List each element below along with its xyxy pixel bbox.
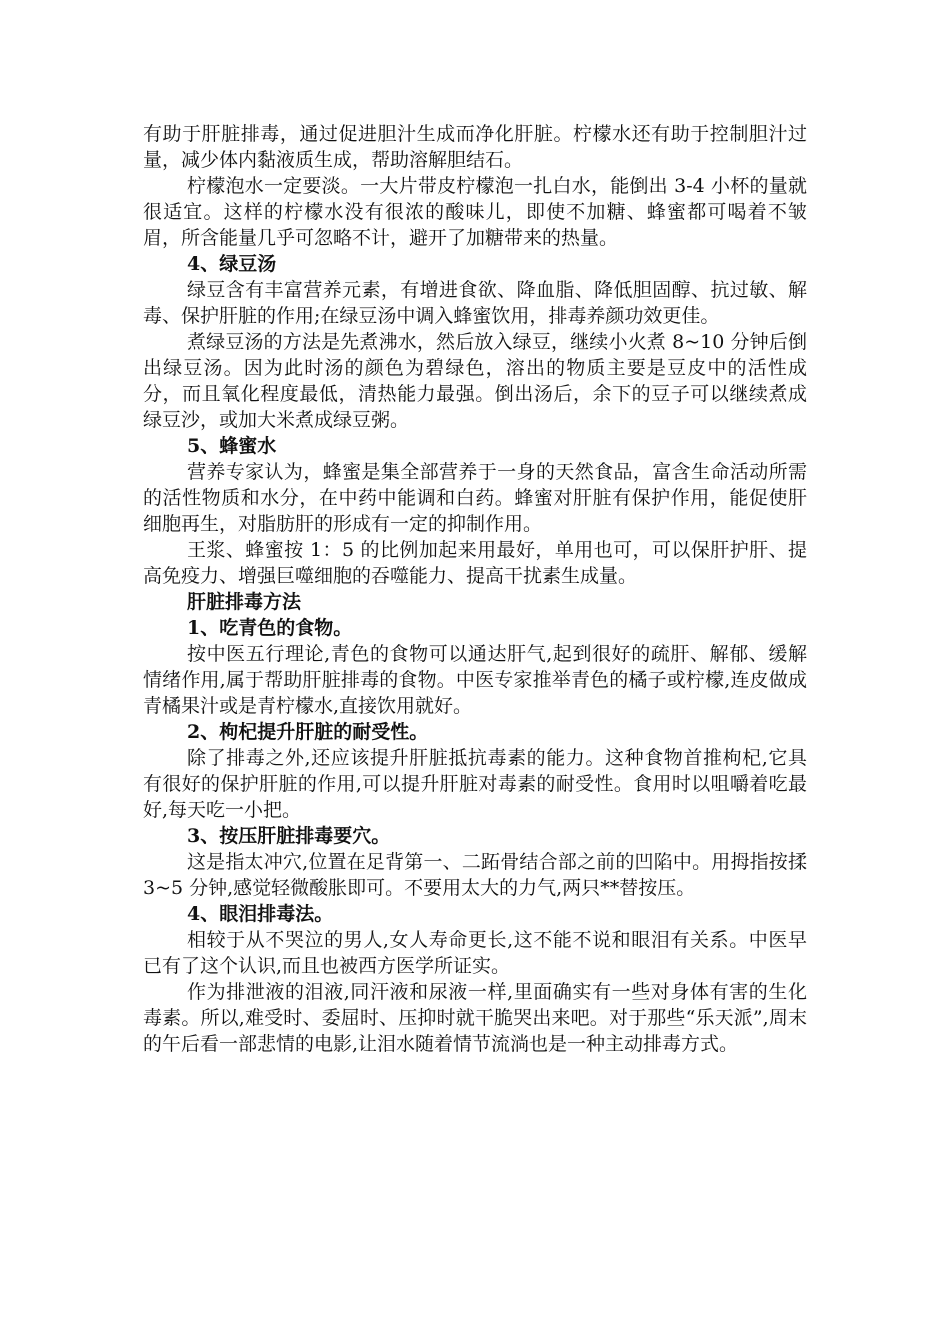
paragraph-goji-berry: 除了排毒之外,还应该提升肝脏抵抗毒素的能力。这种食物首推枸杞,它具有很好的保护肝脏的作用,可以提升肝脏对毒素的耐受性。食用时以咀嚼着吃最好,每天吃一小把。 [143, 747, 807, 821]
paragraph-lemon-water: 柠檬泡水一定要淡。一大片带皮柠檬泡一扎白水，能倒出 3-4 小杯的量就很适宜。这样的柠檬水没有很浓的酸味儿，即使不加糖、蜂蜜都可喝着不皱眉，所含能量几乎可忽略不计，避开了加糖带来的热量。 [143, 175, 807, 249]
paragraph-lemon-intro: 有助于肝脏排毒，通过促进胆汁生成而净化肝脏。柠檬水还有助于控制胆汁过量，减少体内黏液质生成，帮助溶解胆结石。 [143, 123, 807, 171]
paragraph-tears-toxins: 作为排泄液的泪液,同汗液和尿液一样,里面确实有一些对身体有害的生化毒素。所以,难受时、委屈时、压抑时就干脆哭出来吧。对于那些“乐天派”,周末的午后看一部悲情的电影,让泪水随着情节流淌也是一种主动排毒方式。 [143, 981, 807, 1055]
paragraph-honey-nutrition: 营养专家认为，蜂蜜是集全部营养于一身的天然食品，富含生命活动所需的活性物质和水分，在中药中能调和白药。蜂蜜对肝脏有保护作用，能促使肝细胞再生，对脂肪肝的形成有一定的抑制作用。 [143, 461, 807, 535]
paragraph-tears-lifespan: 相较于从不哭泣的男人,女人寿命更长,这不能不说和眼泪有关系。中医早已有了这个认识,而且也被西方医学所证实。 [143, 929, 807, 977]
heading-tears-detox: 4、眼泪排毒法。 [187, 903, 334, 925]
paragraph-royal-jelly: 王浆、蜂蜜按 1：5 的比例加起来用最好，单用也可，可以保肝护肝、提高免疫力、增强巨噬细胞的吞噬能力、提高干扰素生成量。 [143, 539, 807, 587]
paragraph-mung-bean-method: 煮绿豆汤的方法是先煮沸水，然后放入绿豆，继续小火煮 8~10 分钟后倒出绿豆汤。因为此时汤的颜色为碧绿色，溶出的物质主要是豆皮中的活性成分，而且氧化程度最低，清热能力最强。倒出汤后，余下的豆子可以继续煮成绿豆沙，或加大米煮成绿豆粥。 [143, 331, 807, 431]
paragraph-mung-bean-nutrition: 绿豆含有丰富营养元素，有增进食欲、降血脂、降低胆固醇、抗过敏、解毒、保护肝脏的作用;在绿豆汤中调入蜂蜜饮用，排毒养颜功效更佳。 [143, 279, 807, 327]
heading-liver-detox-methods: 肝脏排毒方法 [187, 591, 302, 613]
heading-goji-berry: 2、枸杞提升肝脏的耐受性。 [187, 721, 429, 743]
document-body [143, 121, 807, 1057]
paragraph-green-food: 按中医五行理论,青色的食物可以通达肝气,起到很好的疏肝、解郁、缓解情绪作用,属于帮助肝脏排毒的食物。中医专家推举青色的橘子或柠檬,连皮做成青橘果汁或是青柠檬水,直接饮用就好。 [143, 643, 807, 717]
heading-honey-water: 5、蜂蜜水 [187, 435, 277, 457]
heading-acupoint: 3、按压肝脏排毒要穴。 [187, 825, 391, 847]
paragraph-acupoint: 这是指太冲穴,位置在足背第一、二跖骨结合部之前的凹陷中。用拇指按揉 3~5 分钟,感觉轻微酸胀即可。不要用太大的力气,两只**替按压。 [143, 851, 807, 899]
heading-mung-bean-soup: 4、绿豆汤 [187, 253, 277, 275]
heading-green-food: 1、吃青色的食物。 [187, 617, 353, 639]
